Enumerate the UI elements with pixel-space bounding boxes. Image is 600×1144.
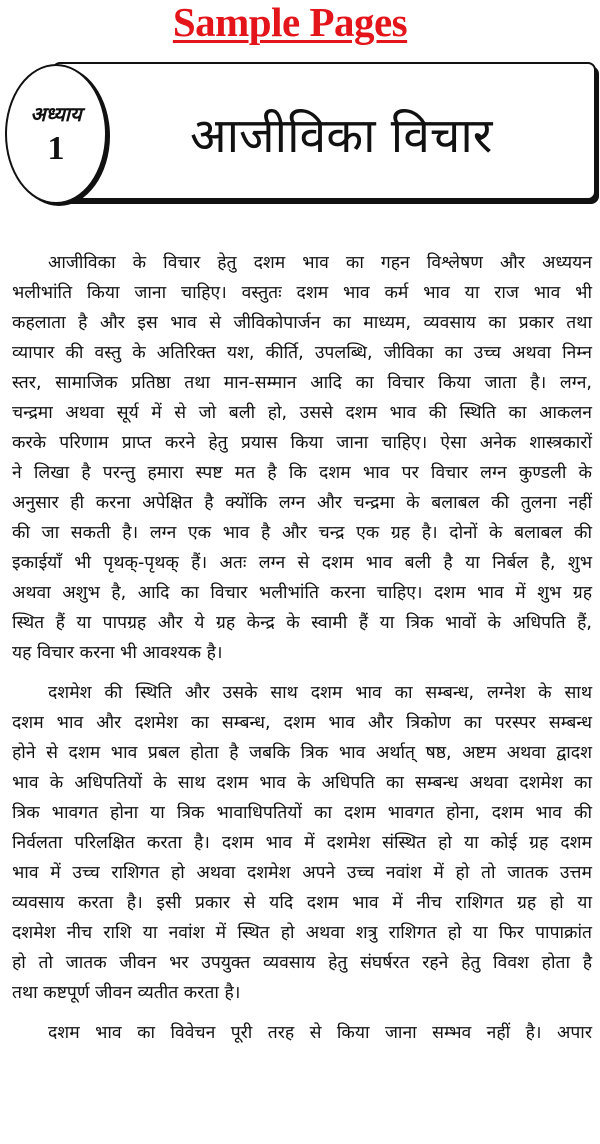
text-line: दशमेश नीच राशि या नवांश में स्थित हो अथवा शत्रु राशिगत हो या फिर पापाक्रांत [12,923,592,943]
text-line: दशम भाव और दशमेश का सम्बन्ध, दशम भाव और त्रिकोण का परस्पर सम्बन्ध [12,713,592,733]
chapter-label: अध्याय [30,102,82,126]
text-line: करके परिणाम प्राप्त करने हेतु प्रयास किया जाना चाहिए। ऐसा अनेक शास्त्रकारों [12,433,592,453]
text-line: भाव के अधिपतियों के साथ दशम भाव के अधिपति का सम्बन्ध अथवा दशमेश का [12,773,592,793]
text-line: आजीविका के विचार हेतु दशम भाव का गहन विश्लेषण और अध्ययन [48,253,592,273]
text-line: भाव में उच्च राशिगत हो अथवा दशमेश अपने उच्च नवांश में हो तो जातक उत्तम [12,863,592,883]
banner-title: Sample Pages [172,0,408,45]
text-line: दशम भाव का विवेचन पूरी तरह से किया जाना सम्भव नहीं है। अपार [48,1023,592,1043]
text-line: ने लिखा है परन्तु हमारा स्पष्ट मत है कि दशम भाव पर विचार लग्न कुण्डली के [12,463,592,483]
text-line: स्थित हैं या पापग्रह और ये ग्रह केन्द्र के स्वामी हैं या त्रिक भावों के अधिपति हैं, [12,613,592,633]
text-line: व्यवसाय करता है। इसी प्रकार से यदि दशम भाव में नीच राशिगत ग्रह हो या [12,893,592,913]
text-line: की जा सकती है। लग्न एक भाव है और चन्द्र एक ग्रह है। दोनों के बलाबल की [12,523,592,543]
chapter-title: आजीविका विचार [190,108,493,164]
text-line: तथा कष्टपूर्ण जीवन व्यतीत करता है। [12,983,241,1003]
paragraph-1 [12,248,592,668]
text-line: यह विचार करना भी आवश्यक है। [12,643,223,663]
text-line: इकाईयाँ भी पृथक्-पृथक् हैं। अतः लग्न से दशम भाव बली है या निर्बल है, शुभ [12,553,592,573]
text-line: स्तर, सामाजिक प्रतिष्ठा तथा मान-सम्मान आदि का विचार किया जाता है। लग्न, [12,373,592,393]
paragraph-2 [12,678,592,1008]
chapter-number-badge [5,64,107,204]
text-line: होने से दशम भाव प्रबल होता है जबकि त्रिक भाव अर्थात् षष्ठ, अष्टम अथवा द्वादश [12,743,592,763]
text-line: दशमेश की स्थिति और उसके साथ दशम भाव का सम्बन्ध, लग्नेश के साथ [48,683,592,703]
text-line: अथवा अशुभ है, आदि का विचार भलीभांति करना चाहिए। दशम भाव में शुभ ग्रह [12,583,592,603]
text-line: निर्वलता परिलक्षित करता है। दशम भाव में दशमेश संस्थित हो या कोई ग्रह दशम [12,833,592,853]
chapter-body [12,248,592,1058]
text-line: त्रिक भावगत होना या त्रिक भावाधिपतियों का दशम भावगत होना, दशम भाव की [12,803,592,823]
text-line: व्यापार की वस्तु के अतिरिक्त यश, कीर्ति, उपलब्धि, जीविका का उच्च अथवा निम्न [12,343,592,363]
text-line: अनुसार ही करना अपेक्षित है क्योंकि लग्न और चन्द्रमा के बलाबल की तुलना नहीं [12,493,592,513]
sample-pages-banner [0,0,600,44]
text-line: भलीभांति किया जाना चाहिए। वस्तुतः दशम भाव कर्म भाव या राज भाव भी [12,283,592,303]
paragraph-3 [12,1018,592,1048]
chapter-number: 1 [47,130,65,167]
text-line: कहलाता है और इस भाव से जीविकोपार्जन का माध्यम, व्यवसाय का प्रकार तथा [12,313,592,333]
text-line: चन्द्रमा अथवा सूर्य में से जो बली हो, उससे दशम भाव की स्थिति का आकलन [12,403,592,423]
text-line: हो तो जातक जीवन भर उपयुक्त व्यवसाय हेतु संघर्षरत रहने हेतु विवश होता है [12,953,592,973]
